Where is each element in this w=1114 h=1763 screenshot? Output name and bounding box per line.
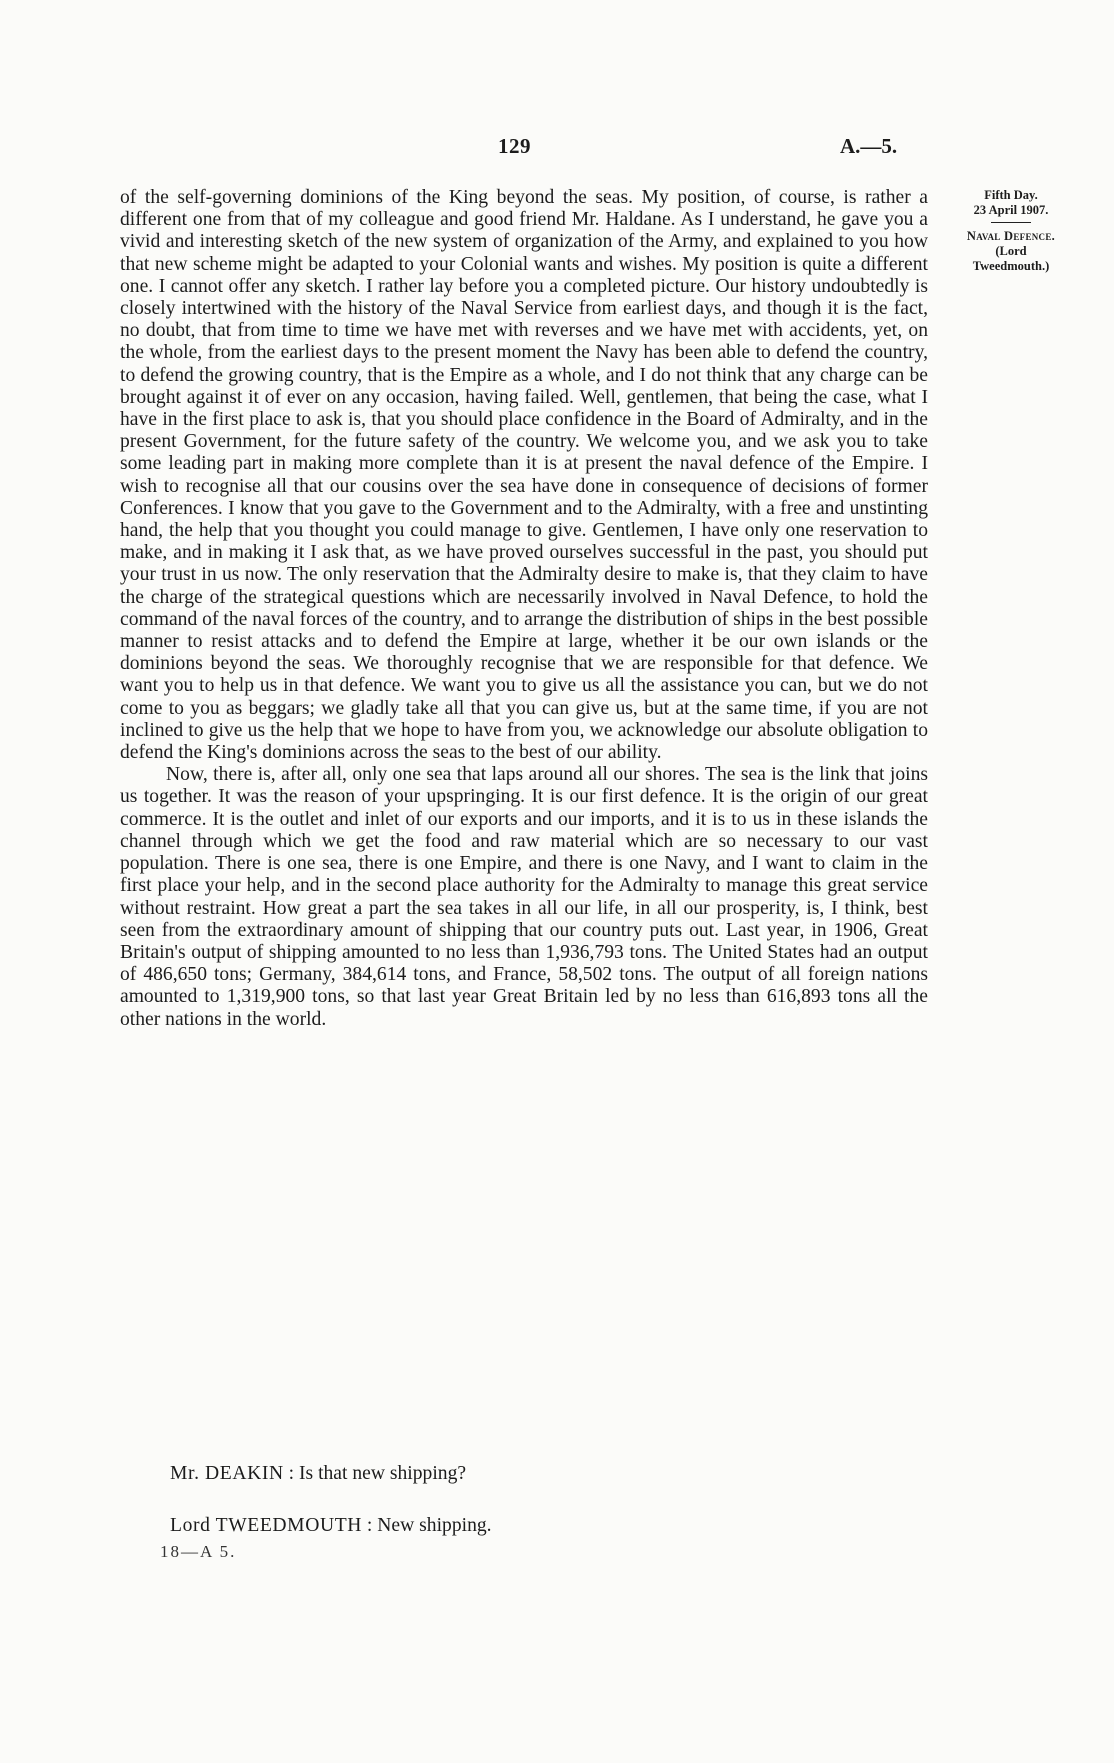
footer-signature: 18—A 5. [160,1542,237,1561]
tweedmouth-colon: : [362,1515,378,1536]
page-number: 129 [498,134,531,158]
dialogue-deakin [170,1463,770,1485]
margin-subject: Naval Defence. [966,229,1056,243]
body-text [120,187,928,1031]
tweedmouth-text: New shipping. [377,1515,492,1536]
deakin-colon: : [283,1463,300,1484]
deakin-text: Is that new shipping? [299,1463,467,1484]
margin-date: 23 April 1907. [973,203,1049,217]
paragraph-1: of the self-governing dominions of the King beyond the seas. My position, of course, is rather a different one from that of my colleague and good friend Mr. Haldane. As I understand, he gave you a vivid and interesting sketch of the new system of organization of the Army, and explained to you how that new scheme might be adapted to your Colonial wants and wishes. My position is quite a different one. I cannot offer any sketch. I rather lay before you a completed picture. Our history undoubtedly is closely intertwined with the history of the Naval Service from earliest days, and though it is the fact, no doubt, that from time to time we have met with reverses and we have met with accidents, yet, on the whole, from the earliest days to the present moment the Navy has been able to defend the country, to defend the growing country, that is the Empire as a whole, and I do not think that any charge can be brought against it of ever on any occasion, having failed. Well, gentlemen, that being the case, what I have in the first place to ask is, that you should place confidence in the Board of Admiralty, and in the present Government, for the future safety of the country. We welcome you, and we ask you to take some leading part in making more complete than it is at present the naval defence of the Empire. I wish to recognise all that our cousins over the sea have done in consequence of decisions of former Conferences. I know that you gave to the Government and to the Admiralty, with a free and unstinting hand, the help that you thought you could manage to give. Gentlemen, I have only one reservation to make, and in making it I ask that, as we have proved ourselves successful in the past, you should put your trust in us now. The only reservation that the Admiralty desire to make is, that they claim to have the charge of the strategical questions which are necessarily involved in Naval Defence, to hold the command of the naval forces of the country, and to arrange the distribution of ships in the best possible manner to resist attacks and to defend the Empire at large, whether it be our own islands or the dominions beyond the seas. We thoroughly recognise that we are responsible for that defence. We want you to help us in that defence. We want you to give us all the assistance you can, but we do not come to you as beggars; we gladly take all that you can give us, but at the same time, if you are not inclined to give us the help that we hope to have from you, we acknowledge our absolute obligation to defend the King's dominions across the seas to the best of our ability. [120,187,928,764]
paper-code: A.—5. [840,134,898,158]
margin-speaker-line2: Tweedmouth.) [972,259,1050,273]
margin-day: Fifth Day. [984,188,1038,202]
margin-rule [991,222,1031,223]
tweedmouth-speaker: Lord TWEEDMOUTH [170,1515,363,1536]
margin-speaker-line1: (Lord [995,244,1027,258]
paragraph-2: Now, there is, after all, only one sea that laps around all our shores. The sea is the link that joins us together. It was the reason of your upspringing. It is our first defence. It is the origin of our great commerce. It is the outlet and inlet of our exports and our imports, and it is to us in these islands the channel through which we get the food and raw material which are so necessary to our vast population. There is one sea, there is one Empire, and there is one Navy, and I want to claim in the first place your help, and in the second place authority for the Admiralty to manage this great service without restraint. How great a part the sea takes in all our life, in all our prosperity, is, I think, best seen from the extraordinary amount of shipping that our country puts out. Last year, in 1906, Great Britain's output of shipping amounted to no less than 1,936,793 tons. The United States had an output of 486,650 tons; Germany, 384,614 tons, and France, 58,502 tons. The output of all foreign nations amounted to 1,319,900 tons, so that last year Great Britain led by no less than 616,893 tons all the other nations in the world. [120,764,928,1030]
dialogue-tweedmouth [170,1515,770,1537]
deakin-speaker: Mr. DEAKIN [170,1463,284,1484]
margin-note [948,188,1074,274]
